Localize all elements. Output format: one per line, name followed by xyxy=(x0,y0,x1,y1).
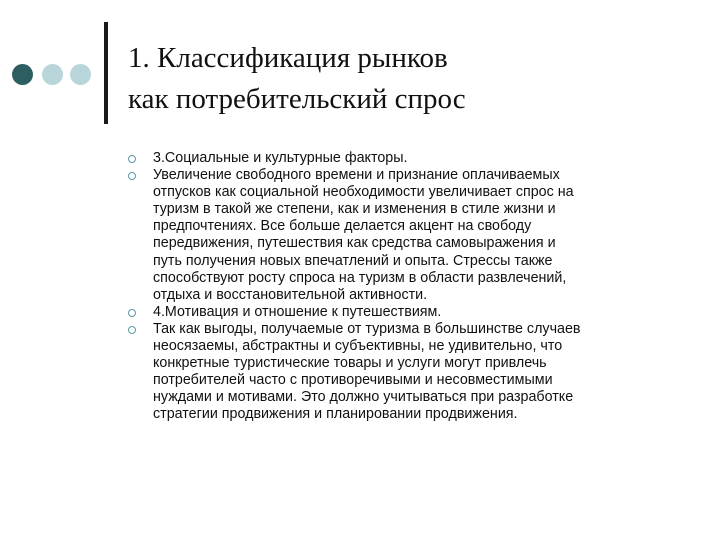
bullet-text-line: 4.Мотивация и отношение к путешествиям. xyxy=(153,303,442,320)
bullet-text-line: Так как выгоды, получаемые от туризма в большинстве случаев xyxy=(153,320,581,337)
bullet-text-line: стратегии продвижения и планировании продвижения. xyxy=(153,406,518,423)
bullet-circle-icon xyxy=(128,326,136,334)
bullet-text-line: передвижения, путешествия как средства самовыражения и xyxy=(153,235,556,252)
bullet-text-line: неосязаемы, абстрактны и субъективны, не удивительно, что xyxy=(153,338,563,355)
bullet-text-line: способствуют росту спроса на туризм в области развлечений, xyxy=(153,269,567,286)
slide-title xyxy=(128,38,688,120)
list-item xyxy=(128,321,688,424)
bullet-text-line: Увеличение свободного времени и признание оплачиваемых xyxy=(153,167,560,184)
bullet-text-line: конкретные туристические товары и услуги могут привлечь xyxy=(153,355,547,372)
light-dot-icon xyxy=(42,64,63,85)
bullet-text-line: отпусков как социальной необходимости увеличивает спрос на xyxy=(153,184,574,201)
bullet-text-line: предпочтениях. Все больше делается акцент на свободу xyxy=(153,218,532,235)
decorative-dots xyxy=(12,64,102,86)
bullet-circle-icon xyxy=(128,309,136,317)
title-line: как потребительский спрос xyxy=(128,83,466,115)
list-item xyxy=(128,150,688,167)
bullet-circle-icon xyxy=(128,155,136,163)
bullet-list xyxy=(128,150,688,424)
dark-dot-icon xyxy=(12,64,33,85)
bullet-text-line: потребителей часто с противоречивыми и несовместимыми xyxy=(153,372,553,389)
bullet-text-line: туризм в такой же степени, как и изменения в стиле жизни и xyxy=(153,201,556,218)
bullet-circle-icon xyxy=(128,172,136,180)
vertical-rule xyxy=(104,22,108,124)
bullet-text-line: отдыха и восстановительной активности. xyxy=(153,286,428,303)
light-dot-icon xyxy=(70,64,91,85)
title-line: 1. Классификация рынков xyxy=(128,42,448,74)
list-item xyxy=(128,304,688,321)
list-item xyxy=(128,167,688,304)
bullet-text-line: нуждами и мотивами. Это должно учитываться при разработке xyxy=(153,389,574,406)
bullet-text-line: 3.Социальные и культурные факторы. xyxy=(153,150,408,166)
bullet-text-line: путь получения новых впечатлений и опыта. Стрессы также xyxy=(153,252,553,269)
